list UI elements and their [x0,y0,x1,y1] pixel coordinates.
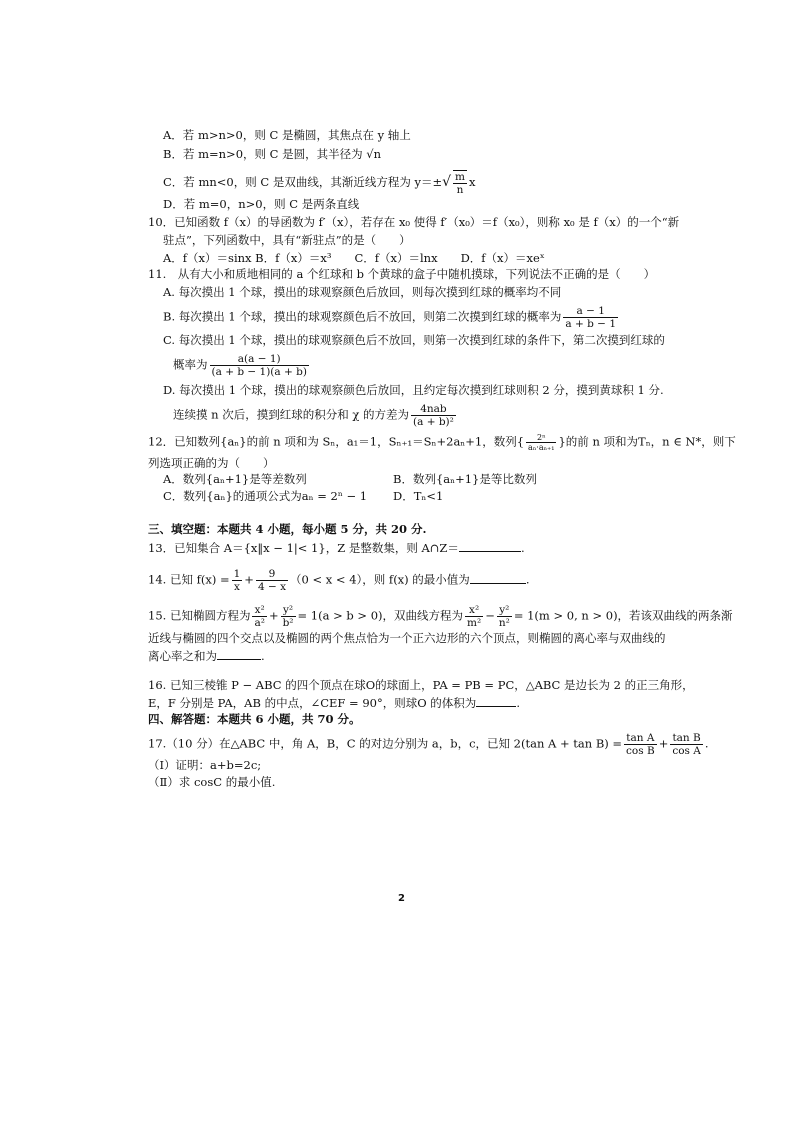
q12-stem-b: }的前 n 项和为Tₙ，n ∈ N*，则下 [558,434,736,449]
fraction-numerator: tan A [624,732,657,745]
q16-end: . [516,696,520,710]
q17-fraction-1 [624,732,657,757]
plus-sign: + [244,572,254,587]
sqrt-icon: √ [442,174,452,190]
fraction-numerator: 1 [233,568,241,580]
q11-option-d-text: 连续摸 n 次后，摸到红球的积分和 χ 的方差为 [173,407,409,422]
q15-ellipse-term-1 [252,604,266,629]
section4-heading: 四、解答题：本题共 6 小题，共 70 分。 [148,712,361,726]
fraction-denominator: aₙ·aₙ₊₁ [528,443,555,452]
q14-end: . [525,572,530,587]
q11-b-fraction [563,305,618,330]
q15-end: . [261,649,265,663]
q17-end: . [704,736,709,751]
q15-line3 [148,647,265,664]
q13-end: . [520,541,525,555]
answer-blank [476,694,516,707]
q15-ellipse-term-2 [281,604,296,629]
fraction-denominator: n² [498,617,510,629]
q17-stem [148,732,709,757]
q11-option-c-line1: C. 每次摸出 1 个球，摸出的球观察颜色后不放回，则第一次摸到红球的条件下，第二次摸到红球的 [163,333,665,347]
fraction-denominator: (a + b − 1)(a + b) [211,366,307,378]
fraction-numerator: 9 [256,568,288,581]
q14-pre: 14. 已知 f(x) = [148,572,230,587]
q15-line2: 近线与椭圆的四个交点以及椭圆的两个焦点恰为一个正六边形的六个顶点，则椭圆的离心率与双曲线的 [148,631,666,645]
fraction-denominator: a² [254,617,265,629]
q12-fraction [526,433,556,452]
fraction-denominator: cos A [672,745,701,757]
q11-option-b-text: B. 每次摸出 1 个球，摸出的球观察颜色后不放回，则第二次摸到红球的概率为 [163,309,562,324]
q10-options: A．f（x）＝sinx B．f（x）＝x³ C．f（x）＝lnx D．f（x）＝xeˣ [163,251,545,265]
q9-option-c-tail: x [469,175,476,189]
plus-sign: + [658,736,669,751]
fraction-numerator: y² [497,604,512,617]
q9-option-b: B．若 m=n>0，则 C 是圆，其半径为 √n [163,147,382,161]
q9-option-d: D．若 m=0，n>0，则 C 是两条直线 [163,197,360,211]
q14-fraction-1 [232,568,243,593]
fraction-numerator: y² [281,604,296,617]
q12-option-c: C．数列{aₙ}的通项公式为aₙ = 2ⁿ − 1 [163,489,368,503]
fraction-denominator: b² [282,617,294,629]
fraction-numerator: m [455,171,466,183]
q14 [148,568,529,593]
fraction-numerator: 4nab [411,403,456,416]
q17-part2: （Ⅱ）求 cosC 的最小值. [148,775,276,789]
q15-line3-text: 离心率之和为 [148,649,217,663]
fraction-denominator: a + b − 1 [565,318,616,330]
plus-sign: + [268,608,279,623]
q9-option-c-text: C．若 mn<0，则 C 是双曲线，其渐近线方程为 y＝± [163,175,443,189]
q11-option-b [163,305,620,330]
q13 [148,539,525,556]
q15-post: = 1(m > 0, n > 0)，若该双曲线的两条渐 [513,608,733,623]
q16-line2-text: E，F 分别是 PA，AB 的中点，∠CEF = 90°，则球O 的体积为 [148,696,477,710]
q12-stem-line2: 列选项正确的为（ ） [148,456,275,470]
q10-stem-line2: 驻点”，下列函数中，具有“新驻点”的是（ ） [163,233,411,247]
fraction-numerator: 2ⁿ [526,433,556,443]
q11-stem: 11. 从有大小和质地相同的 a 个红球和 b 个黄球的盒子中随机摸球，下列说法不正确的是（ ） [148,267,656,281]
q10-stem-line1: 10．已知函数 f（x）的导函数为 f′（x），若存在 x₀ 使得 f′（x₀）＝f（x₀），则称 x₀ 是 f（x）的一个“新 [148,215,680,229]
answer-blank [470,571,526,584]
q11-option-a: A. 每次摸出 1 个球，摸出的球观察颜色后放回，则每次摸到红球的概率均不同 [163,285,562,299]
answer-blank [217,647,261,660]
fraction-denominator: 4 − x [257,581,287,593]
q17-fraction-2 [670,732,703,757]
q15-hyperbola-term-2 [497,604,512,629]
q15-mid: = 1(a > b > 0)，双曲线方程为 [297,608,464,623]
q12-option-b: B．数列{aₙ+1}是等比数列 [393,472,537,486]
q15-pre: 15. 已知椭圆方程为 [148,608,251,623]
page-number: 2 [398,893,405,904]
fraction-denominator: cos B [626,745,655,757]
q14-fraction-2 [256,568,288,593]
q9-option-a: A．若 m>n>0，则 C 是椭圆，其焦点在 y 轴上 [163,128,411,142]
q9-option-c [163,170,476,196]
answer-blank [459,539,521,552]
fraction-denominator: x [233,581,240,593]
q15-hyperbola-term-1 [465,604,483,629]
q11-d-fraction [411,403,456,428]
q15-line1 [148,604,733,629]
fraction-denominator: (a + b)² [413,416,454,428]
section3-heading: 三、填空题：本题共 4 小题，每小题 5 分，共 20 分. [148,522,427,536]
fraction-denominator: m² [467,617,482,629]
fraction-numerator: a − 1 [563,305,618,318]
q12-stem-line1 [148,433,736,452]
q11-option-d-line1: D. 每次摸出 1 个球，摸出的球观察颜色后放回，且约定每次摸到红球则积 2 分，摸到黄球积 1 分. [163,383,664,397]
q12-option-a: A．数列{aₙ+1}是等差数列 [163,472,307,486]
q11-option-c-label: 概率为 [173,357,208,372]
q11-option-c-line2 [173,353,311,378]
q17-part1: （Ⅰ）证明：a+b=2c; [148,758,262,772]
fraction-numerator: x² [465,604,483,617]
q13-text: 13．已知集合 A＝{x‖x − 1|< 1}，Z 是整数集，则 A∩Z＝ [148,541,459,555]
q14-post: （0 < x < 4），则 f(x) 的最小值为 [290,572,470,587]
q12-stem-a: 12．已知数列{aₙ}的前 n 项和为 Sₙ，a₁＝1，Sₙ₊₁＝Sₙ+2aₙ+1，数列{ [148,434,525,449]
q12-option-d: D．Tₙ<1 [393,489,444,503]
q11-c-fraction [210,353,309,378]
minus-sign: − [485,608,495,623]
fraction-numerator: x² [252,604,266,617]
q11-option-d-line2 [173,403,458,428]
q9-c-fraction [453,170,467,196]
fraction-numerator: tan B [670,732,703,745]
fraction-denominator: n [456,184,464,196]
q16-line2 [148,694,520,711]
q17-pre: 17.（10 分）在△ABC 中，角 A，B，C 的对边分别为 a，b，c，已知 2(tan A + tan B) = [148,736,623,751]
q16-line1: 16. 已知三棱锥 P − ABC 的四个顶点在球O的球面上，PA = PB = PC，△ABC 是边长为 2 的正三角形， [148,678,694,692]
fraction-numerator: a(a − 1) [210,353,309,366]
